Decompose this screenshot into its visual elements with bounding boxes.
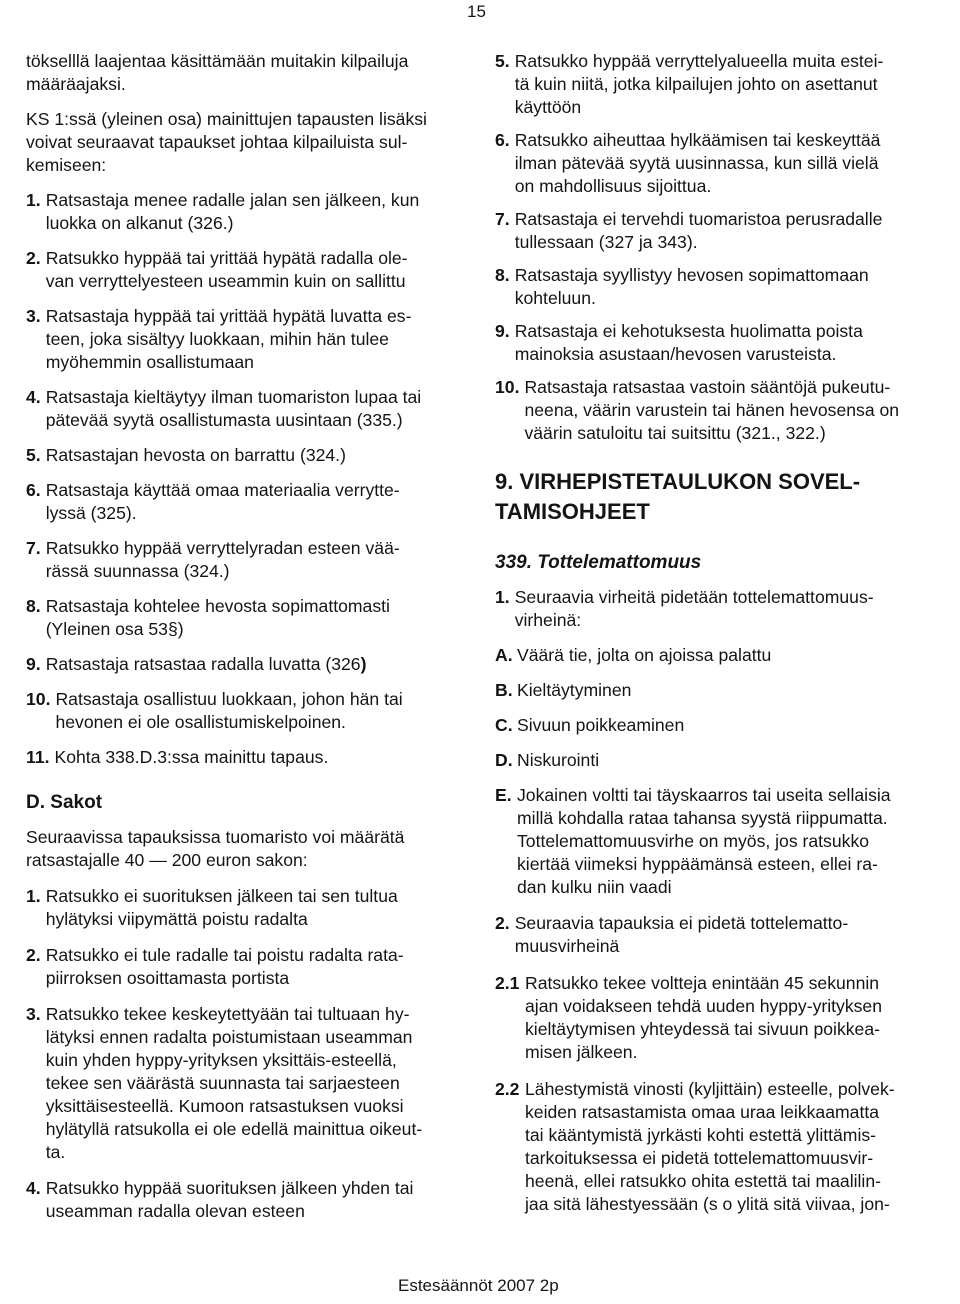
item-line: Ratsukko hyppää suorituksen jälkeen yhden tai bbox=[45, 1178, 414, 1198]
item-line: useamman radalla olevan esteen bbox=[45, 1201, 305, 1221]
item-number: 7. bbox=[26, 538, 41, 558]
item-text bbox=[517, 644, 957, 667]
item-line: keiden ratsastamista omaa uraa leikkaamatta bbox=[525, 1102, 880, 1122]
clause-2-1 bbox=[495, 972, 957, 1064]
numbered-item bbox=[495, 1078, 957, 1216]
item-line: heenä, ellei ratsukko ohita estettä tai maalilin- bbox=[525, 1171, 881, 1191]
item-number: 9. bbox=[26, 654, 41, 674]
item-number: 8. bbox=[495, 265, 510, 285]
numbered-item bbox=[26, 595, 466, 641]
item-line: kiertää viimeksi hyppäämänsä esteen, ellei ra- bbox=[517, 854, 878, 874]
item-text bbox=[41, 1177, 466, 1223]
item-line: Ratsukko tekee voltteja enintään 45 sekunnin bbox=[525, 973, 880, 993]
numbered-item bbox=[26, 444, 466, 467]
item-line: Ratsukko hyppää verryttelyradan esteen vää- bbox=[45, 538, 400, 558]
item-number: 3. bbox=[26, 1004, 41, 1024]
item-number: 4. bbox=[26, 387, 41, 407]
item-number: 2.2 bbox=[495, 1079, 520, 1099]
numbered-item bbox=[495, 320, 957, 366]
item-line: Ratsastaja ei kehotuksesta huolimatta poista bbox=[514, 321, 863, 341]
item-text bbox=[510, 129, 957, 198]
numbered-item bbox=[26, 305, 466, 374]
item-line: Väärä tie, jolta on ajoissa palattu bbox=[517, 645, 772, 665]
item-line: jaa sitä lähestyessään (s o ylitä sitä viivaa, jon- bbox=[525, 1194, 890, 1214]
numbered-item bbox=[495, 264, 957, 310]
item-text bbox=[50, 688, 466, 734]
clause-2-2 bbox=[495, 1078, 957, 1216]
item-number: 9. bbox=[495, 321, 510, 341]
numbered-item bbox=[495, 749, 957, 772]
item-line: Kieltäytyminen bbox=[517, 680, 632, 700]
item-line: käyttöön bbox=[514, 97, 582, 117]
item-line: lätyksi ennen radalta poistumistaan useamman bbox=[45, 1027, 413, 1047]
numbered-item bbox=[26, 247, 466, 293]
not-disobedience-item bbox=[495, 912, 957, 958]
numbered-item bbox=[26, 746, 466, 769]
numbered-item bbox=[26, 189, 466, 235]
item-number: A. bbox=[495, 645, 513, 665]
numbered-item bbox=[26, 653, 466, 676]
ks-line: KS 1:ssä (yleinen osa) mainittujen tapausten lisäksi bbox=[26, 109, 427, 129]
numbered-item bbox=[495, 50, 957, 119]
item-line: Ratsukko ei suorituksen jälkeen tai sen tultua bbox=[45, 886, 398, 906]
item-text bbox=[517, 784, 957, 899]
page-footer: Estesäännöt 2007 2p bbox=[398, 1276, 559, 1295]
item-number: 2.1 bbox=[495, 973, 520, 993]
intro-line: määräajaksi. bbox=[26, 74, 126, 94]
item-line: Ratsastaja ei tervehdi tuomaristoa perusradalle bbox=[514, 209, 883, 229]
item-line: Seuraavia tapauksia ei pidetä tottelematto- bbox=[514, 913, 849, 933]
item-number: 1. bbox=[26, 190, 41, 210]
sakot-heading: D. Sakot bbox=[26, 792, 103, 813]
disobedience-item bbox=[495, 586, 957, 632]
item-text bbox=[525, 1078, 957, 1216]
item-text bbox=[41, 479, 466, 525]
item-line: pätevää syytä osallistumasta uusintaan (335.) bbox=[45, 410, 403, 430]
item-line: Seuraavia virheitä pidetään tottelemattomuus- bbox=[514, 587, 874, 607]
item-text bbox=[517, 679, 957, 702]
item-number: 6. bbox=[495, 130, 510, 150]
item-text bbox=[41, 537, 466, 583]
item-line: kieltäytymisen yhteydessä tai sivuun poikkea- bbox=[525, 1019, 880, 1039]
item-line: ajan voidakseen tehdä uuden hyppy-yrityksen bbox=[525, 996, 882, 1016]
item-line: on mahdollisuus sijoittua. bbox=[514, 176, 712, 196]
item-number: 2. bbox=[26, 248, 41, 268]
item-text bbox=[510, 912, 957, 958]
item-line: Ratsastaja kohtelee hevosta sopimattomasti bbox=[45, 596, 390, 616]
numbered-item bbox=[495, 586, 957, 632]
item-line: tekee sen väärästä suunnasta tai sarjaesteen bbox=[45, 1073, 400, 1093]
item-line: Ratsastajan hevosta on barrattu (324.) bbox=[45, 445, 346, 465]
fine-list bbox=[26, 885, 466, 1223]
item-text bbox=[41, 189, 466, 235]
item-number: 8. bbox=[26, 596, 41, 616]
item-line: Ratsukko tekee keskeytettyään tai tultuaan hy- bbox=[45, 1004, 410, 1024]
item-text bbox=[510, 50, 957, 119]
item-line: Sivuun poikkeaminen bbox=[517, 715, 685, 735]
item-number: 2. bbox=[26, 945, 41, 965]
item-line: hylätyksi viipymättä poistu radalta bbox=[45, 909, 308, 929]
item-text bbox=[41, 944, 466, 990]
sakot-intro-line: Seuraavissa tapauksissa tuomaristo voi määrätä bbox=[26, 827, 405, 847]
item-number: 10. bbox=[495, 377, 520, 397]
numbered-item bbox=[26, 1177, 466, 1223]
item-number: 10. bbox=[26, 689, 51, 709]
item-text bbox=[41, 386, 466, 432]
numbered-item bbox=[495, 972, 957, 1064]
item-line: tä kuin niitä, jotka kilpailujen johto on asettanut bbox=[514, 74, 878, 94]
numbered-item bbox=[495, 714, 957, 737]
item-number: 3. bbox=[26, 306, 41, 326]
item-number: D. bbox=[495, 750, 513, 770]
item-number: 5. bbox=[26, 445, 41, 465]
item-line: Ratsastaja ratsastaa radalla luvatta (326) bbox=[45, 654, 367, 674]
item-number: 6. bbox=[26, 480, 41, 500]
item-text bbox=[41, 885, 466, 931]
item-number: 2. bbox=[495, 913, 510, 933]
item-line: Ratsukko hyppää verryttelyalueella muita estei- bbox=[514, 51, 884, 71]
item-line: yksittäisesteellä. Kumoon ratsastuksen vuoksi bbox=[45, 1096, 404, 1116]
exclusion-list-continued bbox=[495, 50, 957, 445]
item-text bbox=[41, 247, 466, 293]
item-line: Ratsukko hyppää tai yrittää hypätä radalla ole- bbox=[45, 248, 408, 268]
item-number: C. bbox=[495, 715, 513, 735]
item-text bbox=[41, 444, 466, 467]
item-number: 11. bbox=[26, 747, 50, 767]
item-line: hevonen ei ole osallistumiskelpoinen. bbox=[55, 712, 346, 732]
item-text bbox=[510, 320, 957, 366]
item-text bbox=[510, 586, 957, 632]
numbered-item bbox=[26, 1003, 466, 1164]
item-line: myöhemmin osallistumaan bbox=[45, 352, 254, 372]
item-text bbox=[517, 749, 957, 772]
item-text bbox=[517, 714, 957, 737]
item-line: hylätyllä ratsukolla ei ole edellä mainittua oikeut- bbox=[45, 1119, 423, 1139]
exclusion-list bbox=[26, 189, 466, 769]
item-line: Tottelemattomuusvirhe on myös, jos ratsukko bbox=[517, 831, 870, 851]
item-number: 4. bbox=[26, 1178, 41, 1198]
item-line: Ratsastaja käyttää omaa materiaalia verrytte- bbox=[45, 480, 400, 500]
item-line: Jokainen voltti tai täyskaarros tai useita sellaisia bbox=[517, 785, 891, 805]
item-line: Ratsastaja kieltäytyy ilman tuomariston lupaa tai bbox=[45, 387, 422, 407]
item-text bbox=[50, 746, 467, 769]
item-line: tarkoituksessa ei pidetä tottelemattomuusvir- bbox=[525, 1148, 874, 1168]
item-line: Lähestymistä vinosti (kyljittäin) esteelle, polvek- bbox=[525, 1079, 895, 1099]
item-text bbox=[525, 972, 957, 1064]
ks-line: kemiseen: bbox=[26, 155, 107, 175]
item-line: Kohta 338.D.3:ssa mainittu tapaus. bbox=[54, 747, 329, 767]
item-line: mainoksia asustaan/hevosen varusteista. bbox=[514, 344, 837, 364]
item-line: piirroksen osoittamasta portista bbox=[45, 968, 290, 988]
item-text bbox=[41, 305, 466, 374]
item-line: Ratsastaja menee radalle jalan sen jälkeen, kun bbox=[45, 190, 420, 210]
item-line: Ratsastaja osallistuu luokkaan, johon hän tai bbox=[55, 689, 403, 709]
item-number: 1. bbox=[26, 886, 41, 906]
item-line: kohteluun. bbox=[514, 288, 596, 308]
numbered-item bbox=[26, 688, 466, 734]
item-text bbox=[41, 595, 466, 641]
numbered-item bbox=[26, 537, 466, 583]
item-number: 7. bbox=[495, 209, 510, 229]
item-line: ta. bbox=[45, 1142, 66, 1162]
numbered-item bbox=[26, 479, 466, 525]
item-line: tai kääntymistä jyrkästi kohti estettä ylittämis- bbox=[525, 1125, 877, 1145]
item-line: Ratsukko ei tule radalle tai poistu radalta rata- bbox=[45, 945, 404, 965]
numbered-item bbox=[495, 679, 957, 702]
left-column bbox=[26, 50, 466, 1223]
item-line: dan kulku niin vaadi bbox=[517, 877, 672, 897]
item-number: 1. bbox=[495, 587, 510, 607]
item-line: muusvirheinä bbox=[514, 936, 620, 956]
item-line: luokka on alkanut (326.) bbox=[45, 213, 234, 233]
item-line: Niskurointi bbox=[517, 750, 600, 770]
disobedience-letter-list bbox=[495, 644, 957, 899]
item-line: lyssä (325). bbox=[45, 503, 137, 523]
item-number: E. bbox=[495, 785, 512, 805]
item-text bbox=[510, 264, 957, 310]
intro-paragraph bbox=[26, 50, 466, 96]
item-line: kuin yhden hyppy-yrityksen yksittäis-esteellä, bbox=[45, 1050, 397, 1070]
item-line: (Yleinen osa 53§) bbox=[45, 619, 184, 639]
item-line: rässä suunnassa (324.) bbox=[45, 561, 230, 581]
item-line: ilman pätevää syytä uusinnassa, kun sillä vielä bbox=[514, 153, 879, 173]
item-line: misen jälkeen. bbox=[525, 1042, 638, 1062]
subsection-heading: 339. Tottelemattomuus bbox=[495, 552, 702, 573]
item-text bbox=[41, 653, 466, 676]
item-line: neena, väärin varustein tai hänen hevosensa on bbox=[524, 400, 900, 420]
item-line: van verryttelyesteen useammin kuin on sallittu bbox=[45, 271, 406, 291]
section-heading bbox=[495, 467, 957, 527]
sakot-intro-line: ratsastajalle 40 — 200 euron sakon: bbox=[26, 850, 308, 870]
item-line: Ratsastaja hyppää tai yrittää hypätä luvatta es- bbox=[45, 306, 412, 326]
item-number: 5. bbox=[495, 51, 510, 71]
page-number: 15 bbox=[467, 2, 486, 21]
numbered-item bbox=[26, 885, 466, 931]
item-line: väärin satuloitu tai suitsittu (321., 322.) bbox=[524, 423, 826, 443]
section-heading-line: 9. VIRHEPISTETAULUKON SOVEL- bbox=[495, 469, 861, 494]
sakot-intro bbox=[26, 826, 466, 872]
numbered-item bbox=[495, 208, 957, 254]
item-line: Ratsastaja ratsastaa vastoin sääntöjä pukeutu- bbox=[524, 377, 891, 397]
item-number: B. bbox=[495, 680, 513, 700]
numbered-item bbox=[26, 386, 466, 432]
numbered-item bbox=[26, 944, 466, 990]
item-text bbox=[519, 376, 957, 445]
item-line: virheinä: bbox=[514, 610, 582, 630]
numbered-item bbox=[495, 912, 957, 958]
numbered-item bbox=[495, 784, 957, 899]
numbered-item bbox=[495, 376, 957, 445]
item-line: millä kohdalla rataa tahansa syystä riippumatta. bbox=[517, 808, 888, 828]
numbered-item bbox=[495, 644, 957, 667]
item-text bbox=[510, 208, 957, 254]
ks-line: voivat seuraavat tapaukset johtaa kilpailuista sul- bbox=[26, 132, 408, 152]
item-text bbox=[41, 1003, 466, 1164]
right-column bbox=[495, 50, 957, 1216]
item-tail: ) bbox=[360, 654, 367, 674]
intro-line: tökselllä laajentaa käsittämään muitakin kilpailuja bbox=[26, 51, 409, 71]
item-line: Ratsukko aiheuttaa hylkäämisen tai keskeyttää bbox=[514, 130, 881, 150]
item-line: Ratsastaja syyllistyy hevosen sopimattomaan bbox=[514, 265, 869, 285]
item-line: tullessaan (327 ja 343). bbox=[514, 232, 698, 252]
numbered-item bbox=[495, 129, 957, 198]
section-heading-line: TAMISOHJEET bbox=[495, 499, 650, 524]
item-line: teen, joka sisältyy luokkaan, mihin hän tulee bbox=[45, 329, 389, 349]
ks-paragraph bbox=[26, 108, 466, 177]
